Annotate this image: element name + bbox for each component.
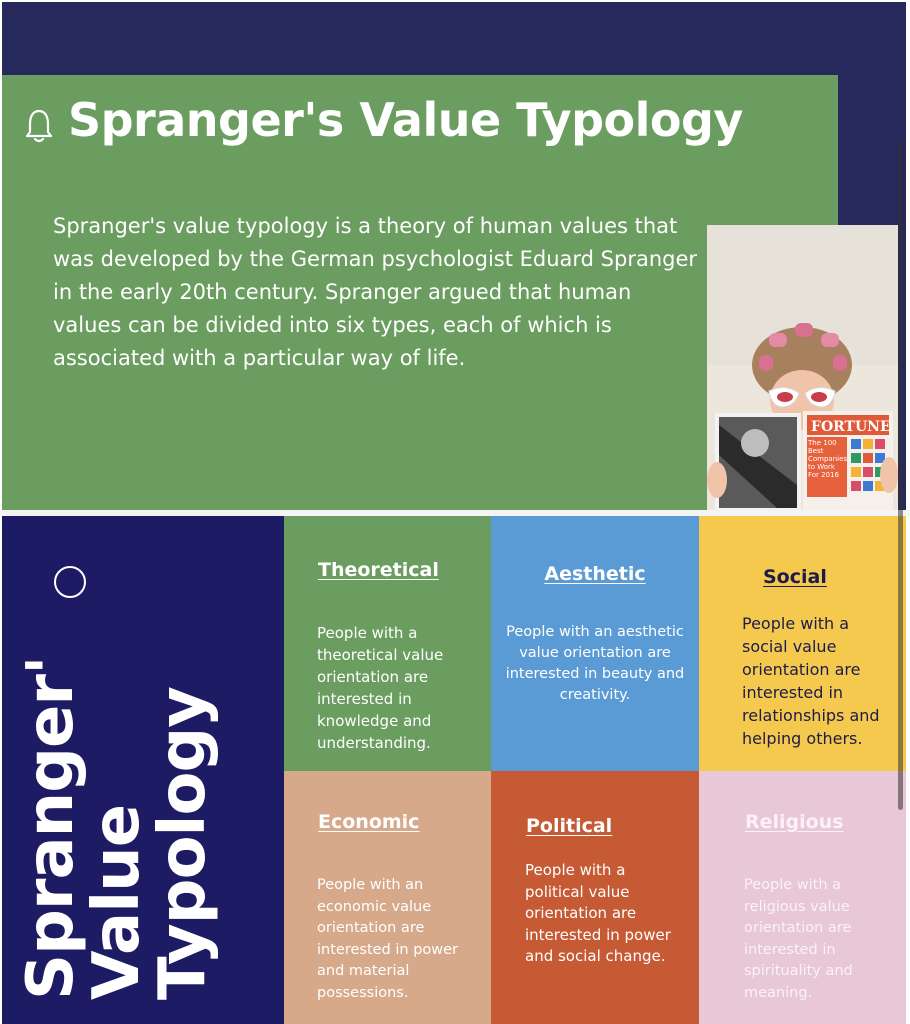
circle-icon bbox=[54, 566, 86, 598]
vertical-title bbox=[14, 656, 258, 1000]
woman-with-magazines-photo bbox=[707, 225, 898, 512]
type-card-aesthetic bbox=[491, 516, 699, 771]
type-body-theoretical: People with a theoretical value orientation are interested in knowledge and understanding. bbox=[317, 624, 444, 752]
intro-paragraph: Spranger's value typology is a theory of human values that was developed by the German psychologist Eduard Spranger in the early 20th century. Spranger argued that human values can be divided into six types, each of which is associated with a particular way of life. bbox=[53, 214, 698, 370]
type-title-aesthetic[interactable]: Aesthetic bbox=[544, 563, 646, 585]
page-title: Spranger's Value Typology bbox=[68, 93, 743, 147]
type-body-religious: People with a religious value orientation are interested in spirituality and meaning. bbox=[744, 877, 853, 1001]
type-title-economic[interactable]: Economic bbox=[318, 811, 420, 833]
magazine-masthead: FORTUNE bbox=[811, 419, 891, 435]
type-card-social bbox=[699, 516, 906, 771]
type-card-theoretical bbox=[284, 516, 491, 771]
type-body-aesthetic: People with an aesthetic value orientation are interested in beauty and creativity. bbox=[505, 624, 685, 703]
type-body-economic: People with an economic value orientation are interested in power and material possessions. bbox=[317, 877, 459, 1001]
type-title-political[interactable]: Political bbox=[526, 815, 613, 837]
type-card-political bbox=[491, 771, 699, 1024]
bell-icon[interactable] bbox=[24, 108, 54, 144]
type-card-religious bbox=[699, 771, 906, 1024]
magazine-cover-text: The 100 Best Companies to Work For 2016 bbox=[808, 439, 848, 479]
vertical-title-line-1: Spranger' bbox=[14, 656, 88, 1000]
type-body-social: People with a social value orientation are interested in relationships and helping others. bbox=[742, 614, 880, 748]
type-title-social[interactable]: Social bbox=[763, 566, 827, 588]
value-types-grid bbox=[284, 516, 906, 1024]
type-title-religious[interactable]: Religious bbox=[745, 811, 844, 833]
type-body-political: People with a political value orientation are interested in power and social change. bbox=[525, 861, 671, 965]
vertical-scrollbar[interactable] bbox=[898, 140, 903, 810]
type-title-theoretical[interactable]: Theoretical bbox=[318, 559, 439, 581]
vertical-title-line-2: Value bbox=[80, 804, 154, 1000]
vertical-title-line-3: Typology bbox=[146, 687, 220, 1000]
type-card-economic bbox=[284, 771, 491, 1024]
